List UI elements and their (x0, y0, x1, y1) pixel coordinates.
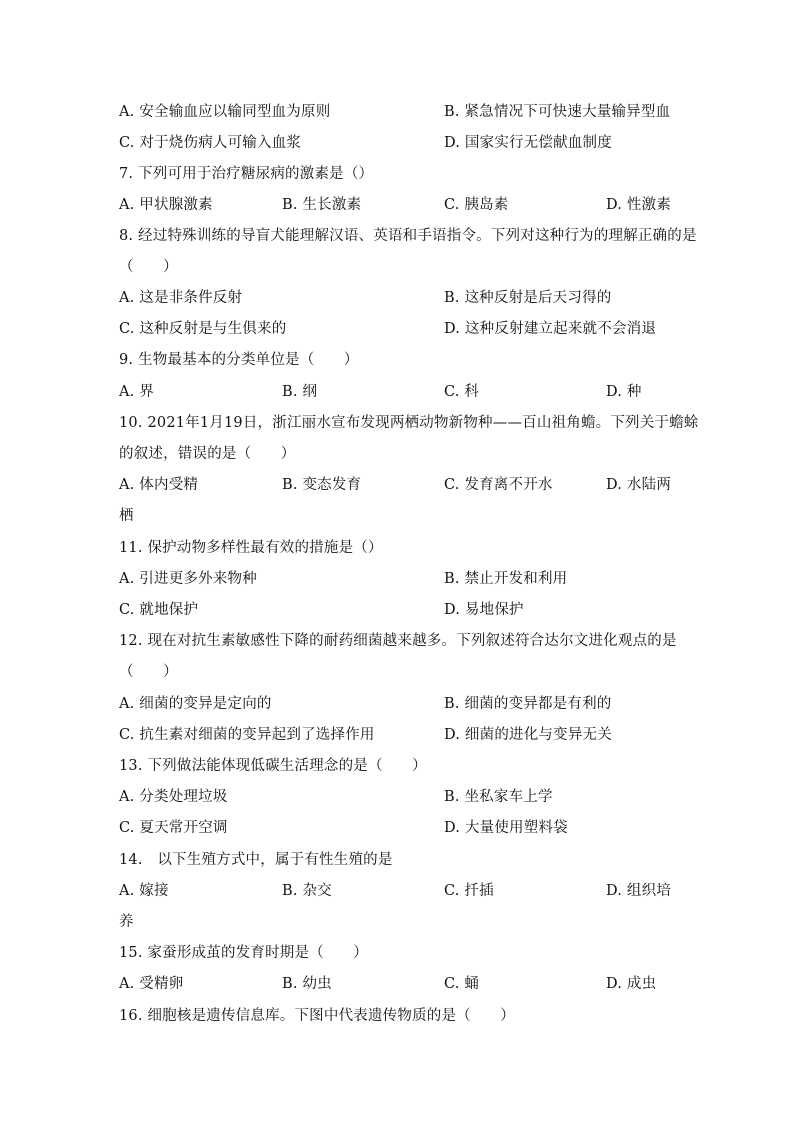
q14-option-b: B. 杂交 (282, 883, 332, 899)
q8-stem: 8. 经过特殊训练的导盲犬能理解汉语、英语和手语指令。下列对这种行为的理解正确的是 (119, 228, 697, 244)
q14-stem: 14. 以下生殖方式中，属于有性生殖的是 (119, 852, 393, 868)
q11-stem: 11. 保护动物多样性最有效的措施是（） (119, 540, 383, 556)
q7-option-c: C. 胰岛素 (444, 197, 509, 213)
q13-option-a: A. 分类处理垃圾 (119, 789, 228, 805)
q12-option-c: C. 抗生素对细菌的变异起到了选择作用 (119, 727, 375, 743)
q10-option-c: C. 发育离不开水 (444, 477, 553, 493)
q10-option-d: D. 水陆两 (606, 477, 672, 493)
q13-stem: 13. 下列做法能体现低碳生活理念的是（ ） (119, 758, 427, 774)
q9-option-a: A. 界 (119, 384, 154, 400)
q8-option-c: C. 这种反射是与生俱来的 (119, 321, 287, 337)
q10-option-d-continued: 栖 (119, 508, 134, 524)
q9-option-c: C. 科 (444, 384, 480, 400)
q6-option-c: C. 对于烧伤病人可输入血浆 (119, 135, 302, 151)
q12-option-d: D. 细菌的进化与变异无关 (444, 727, 612, 743)
q13-option-b: B. 坐私家车上学 (444, 789, 553, 805)
q10-stem-continued: 的叙述，错误的是（ ） (119, 446, 296, 462)
q9-stem: 9. 生物最基本的分类单位是（ ） (119, 352, 359, 368)
q6-option-b: B. 紧急情况下可快速大量输异型血 (444, 104, 671, 120)
q10-option-a: A. 体内受精 (119, 477, 199, 493)
q9-option-d: D. 种 (606, 384, 642, 400)
q8-option-d: D. 这种反射建立起来就不会消退 (444, 321, 657, 337)
q15-option-d: D. 成虫 (606, 976, 657, 992)
q14-option-d-continued: 养 (119, 914, 134, 930)
q7-option-b: B. 生长激素 (282, 197, 362, 213)
q10-option-b: B. 变态发育 (282, 477, 362, 493)
q14-option-a: A. 嫁接 (119, 883, 169, 899)
q14-option-c: C. 扦插 (444, 883, 494, 899)
q11-option-d: D. 易地保护 (444, 602, 524, 618)
q10-stem: 10. 2021年1月19日，浙江丽水宣布发现两栖动物新物种——百山祖角蟾。下列关于蟾蜍 (119, 415, 699, 431)
q16-stem: 16. 细胞核是遗传信息库。下图中代表遗传物质的是（ ） (119, 1008, 515, 1024)
q14-option-d: D. 组织培 (606, 883, 672, 899)
q8-stem-continued: （ ） (119, 259, 178, 275)
q15-option-a: A. 受精卵 (119, 976, 184, 992)
q8-option-b: B. 这种反射是后天习得的 (444, 290, 612, 306)
q12-option-b: B. 细菌的变异都是有利的 (444, 696, 612, 712)
q11-option-b: B. 禁止开发和利用 (444, 571, 568, 587)
q13-option-c: C. 夏天常开空调 (119, 820, 228, 836)
q13-option-d: D. 大量使用塑料袋 (444, 820, 568, 836)
q15-option-c: C. 蛹 (444, 976, 480, 992)
q6-option-a: A. 安全输血应以输同型血为原则 (119, 104, 331, 120)
q11-option-a: A. 引进更多外来物种 (119, 571, 257, 587)
q12-stem-continued: （ ） (119, 664, 178, 680)
q7-option-d: D. 性激素 (606, 197, 672, 213)
q15-option-b: B. 幼虫 (282, 976, 332, 992)
q12-stem: 12. 现在对抗生素敏感性下降的耐药细菌越来越多。下列叙述符合达尔文进化观点的是 (119, 633, 677, 649)
q7-option-a: A. 甲状腺激素 (119, 197, 213, 213)
q12-option-a: A. 细菌的变异是定向的 (119, 696, 272, 712)
q8-option-a: A. 这是非条件反射 (119, 290, 243, 306)
q11-option-c: C. 就地保护 (119, 602, 199, 618)
q15-stem: 15. 家蚕形成茧的发育时期是（ ） (119, 945, 368, 961)
q9-option-b: B. 纲 (282, 384, 318, 400)
q7-stem: 7. 下列可用于治疗糖尿病的激素是（） (119, 166, 374, 182)
q6-option-d: D. 国家实行无偿献血制度 (444, 135, 612, 151)
